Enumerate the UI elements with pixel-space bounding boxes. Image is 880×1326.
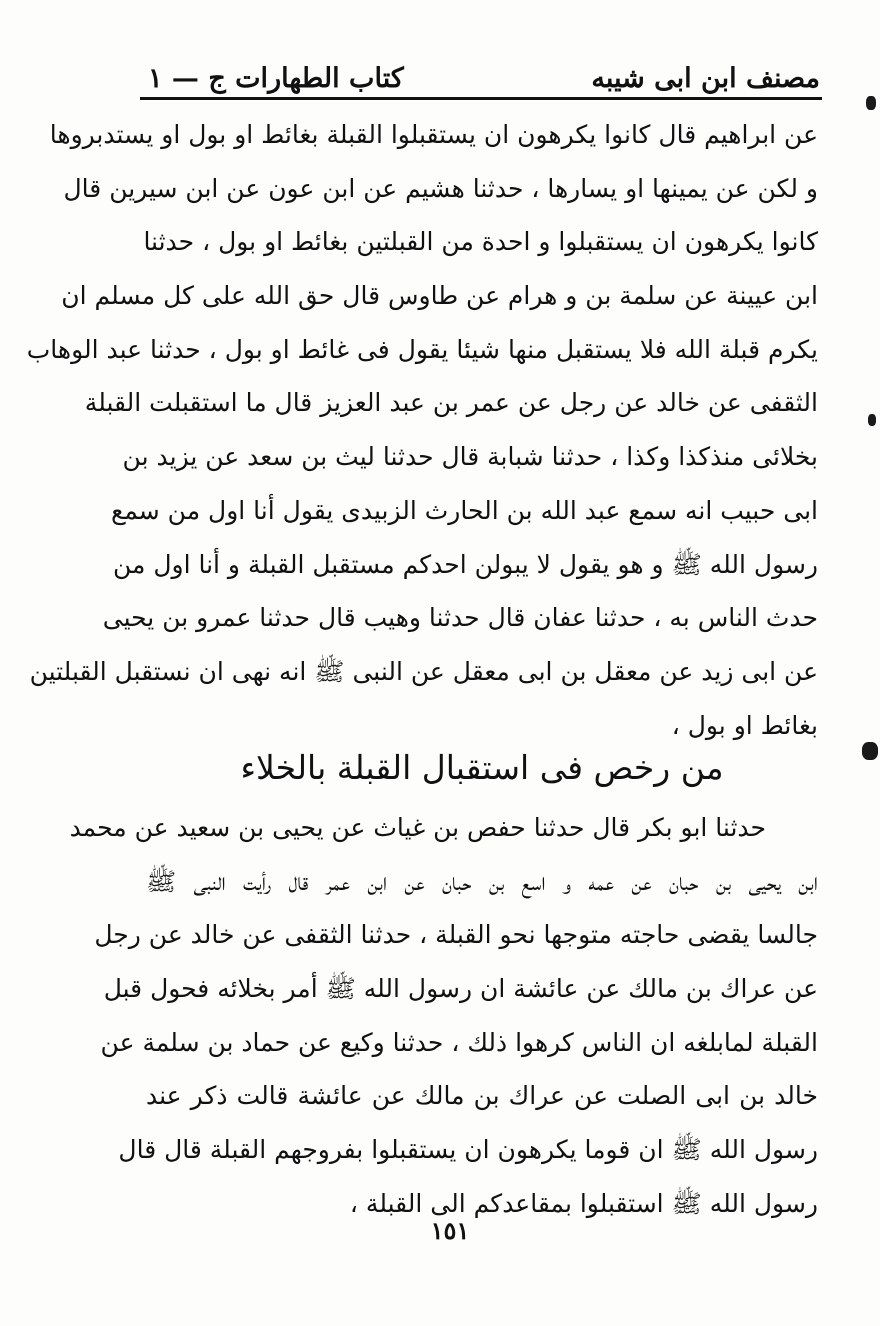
header-rule <box>140 97 822 100</box>
text-line: رسول الله ﷺ استقبلوا بمقاعدكم الى القبلة ، <box>349 1188 818 1218</box>
text-line: ابى حبيب انه سمع عبد الله بن الحارث الزبيدى يقول أنا اول من سمع <box>111 495 818 525</box>
scan-speck <box>862 742 878 760</box>
text-line: رسول الله ﷺ ان قوما يكرهون ان يستقبلوا بفروجهم القبلة قال قال <box>118 1135 818 1165</box>
scan-speck <box>866 96 876 110</box>
text-line: يكرم قبلة الله فلا يستقبل منها شيئا يقول فى غائط او بول ، حدثنا عبد الوهاب <box>26 334 818 364</box>
scan-speck <box>868 414 876 426</box>
text-line: كانوا يكرهون ان يستقبلوا و احدة من القبلتين بغائط او بول ، حدثنا <box>143 227 818 257</box>
book-title: مصنف ابن ابى شيبه <box>591 63 820 94</box>
text-line: بغائط او بول ، <box>671 710 818 740</box>
text-line: القبلة لمابلغه ان الناس كرهوا ذلك ، حدثنا وكيع عن حماد بن سلمة عن <box>100 1027 818 1057</box>
text-line: عن ابراهيم قال كانوا يكرهون ان يستقبلوا القبلة بغائط او بول او يستدبروها <box>49 120 818 149</box>
text-line: ابن عيينة عن سلمة بن و هرام عن طاوس قال حق الله على كل مسلم ان <box>61 281 818 311</box>
page-number: ١٥١ <box>430 1216 470 1245</box>
text-line: عن ابى زيد عن معقل بن ابى معقل عن النبى ﷺ انه نهى ان نستقبل القبلتين <box>29 656 818 686</box>
text-line: خالد بن ابى الصلت عن عراك بن مالك عن عائشة قالت ذكر عند <box>146 1081 818 1111</box>
text-line: جالسا يقضى حاجته متوجها نحو القبلة ، حدثنا الثقفى عن خالد عن رجل <box>94 920 818 950</box>
section-heading: من رخص فى استقبال القبلة بالخلاء <box>240 748 724 787</box>
paragraph-2 <box>69 801 818 1231</box>
text-line: بخلائى منذكذا وكذا ، حدثنا شبابة قال حدثنا ليث بن سعد عن يزيد بن <box>122 442 818 472</box>
text-line: ابن يحيى بن حبان عن عمه و اسع بن حبان عن ابن عمر قال رأيت النبى ﷺ <box>146 866 818 896</box>
text-line: عن عراك بن مالك عن عائشة ان رسول الله ﷺ أمر بخلائه فحول قبل <box>103 974 818 1004</box>
text-line: و لكن عن يمينها او يسارها ، حدثنا هشيم عن ابن عون عن ابن سيرين قال <box>63 173 818 203</box>
running-header <box>140 38 822 94</box>
text-line: حدثنا ابو بكر قال حدثنا حفص بن غياث عن يحيى بن سعيد عن محمد <box>69 813 766 842</box>
chapter-title: كتاب الطهارات ج — ١ <box>148 63 404 94</box>
text-line: الثقفى عن خالد عن رجل عن عمر بن عبد العزيز قال ما استقبلت القبلة <box>84 388 818 418</box>
paragraph-1 <box>26 108 818 752</box>
text-line: رسول الله ﷺ و هو يقول لا يبولن احدكم مستقبل القبلة و أنا اول من <box>112 549 818 579</box>
text-line: حدث الناس به ، حدثنا عفان قال حدثنا وهيب قال حدثنا عمرو بن يحيى <box>102 603 818 633</box>
